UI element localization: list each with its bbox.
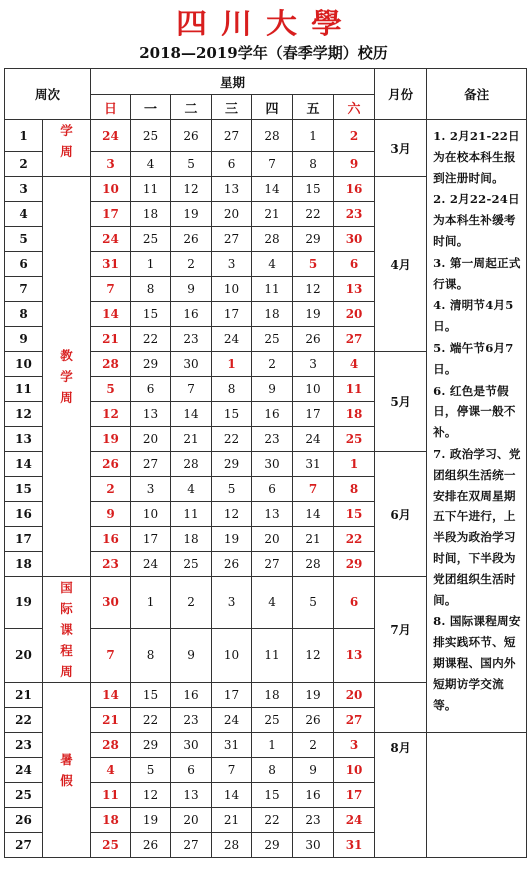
calendar-body (5, 120, 527, 858)
date-cell: 9 (91, 502, 131, 527)
date-cell: 4 (252, 577, 293, 629)
week-number: 19 (5, 577, 43, 629)
weekday-fri: 五 (293, 95, 334, 120)
date-cell: 7 (293, 477, 334, 502)
date-cell: 18 (252, 683, 293, 708)
date-cell: 27 (212, 120, 252, 152)
date-cell: 29 (252, 833, 293, 858)
week-number: 27 (5, 833, 43, 858)
date-cell: 2 (334, 120, 375, 152)
date-cell: 3 (334, 733, 375, 758)
weekday-mon: 一 (131, 95, 171, 120)
date-cell: 25 (252, 708, 293, 733)
date-cell: 17 (212, 302, 252, 327)
date-cell: 5 (171, 152, 212, 177)
notes-header: 备注 (427, 69, 527, 120)
note-item: 2. 2月22-24日为本科生补缓考时间。 (433, 192, 520, 248)
date-cell: 26 (293, 327, 334, 352)
date-cell: 19 (171, 202, 212, 227)
date-cell: 5 (293, 252, 334, 277)
date-cell: 29 (293, 227, 334, 252)
date-cell: 15 (212, 402, 252, 427)
date-cell: 26 (212, 552, 252, 577)
week-number: 4 (5, 202, 43, 227)
date-cell: 26 (91, 452, 131, 477)
week-number: 20 (5, 628, 43, 682)
date-cell: 6 (334, 252, 375, 277)
date-cell: 3 (91, 152, 131, 177)
date-cell: 28 (212, 833, 252, 858)
date-cell: 16 (171, 302, 212, 327)
date-cell: 9 (334, 152, 375, 177)
weekday-sun: 日 (91, 95, 131, 120)
date-cell: 28 (252, 120, 293, 152)
date-cell: 20 (131, 427, 171, 452)
date-cell: 7 (252, 152, 293, 177)
date-cell: 3 (131, 477, 171, 502)
date-cell: 9 (252, 377, 293, 402)
date-cell: 7 (91, 628, 131, 682)
week-number: 6 (5, 252, 43, 277)
date-cell: 8 (212, 377, 252, 402)
date-cell: 29 (334, 552, 375, 577)
date-cell: 24 (293, 427, 334, 452)
week-number: 25 (5, 783, 43, 808)
date-cell: 14 (293, 502, 334, 527)
date-cell: 10 (131, 502, 171, 527)
date-cell: 22 (334, 527, 375, 552)
date-cell: 31 (334, 833, 375, 858)
date-cell: 14 (171, 402, 212, 427)
date-cell: 2 (171, 577, 212, 629)
weekday-sat: 六 (334, 95, 375, 120)
date-cell: 19 (293, 683, 334, 708)
date-cell: 5 (293, 577, 334, 629)
note-item: 5. 端午节6月7日。 (433, 340, 514, 376)
date-cell: 10 (293, 377, 334, 402)
date-cell: 18 (252, 302, 293, 327)
notes-empty (427, 733, 527, 858)
date-cell: 19 (212, 527, 252, 552)
date-cell: 5 (212, 477, 252, 502)
date-cell: 2 (91, 477, 131, 502)
date-cell: 24 (334, 808, 375, 833)
date-cell: 16 (171, 683, 212, 708)
date-cell: 7 (171, 377, 212, 402)
date-cell: 13 (171, 783, 212, 808)
date-cell: 16 (293, 783, 334, 808)
date-cell: 25 (171, 552, 212, 577)
date-cell: 12 (131, 783, 171, 808)
date-cell: 22 (293, 202, 334, 227)
date-cell: 6 (252, 477, 293, 502)
date-cell: 15 (293, 177, 334, 202)
date-cell: 22 (252, 808, 293, 833)
page-title: 2018—2019学年（春季学期）校历 (139, 44, 388, 62)
date-cell: 6 (131, 377, 171, 402)
date-cell: 16 (91, 527, 131, 552)
date-cell: 27 (171, 833, 212, 858)
date-cell: 25 (252, 327, 293, 352)
date-cell: 20 (212, 202, 252, 227)
week-number: 5 (5, 227, 43, 252)
date-cell: 17 (212, 683, 252, 708)
date-cell: 17 (293, 402, 334, 427)
date-cell: 2 (252, 352, 293, 377)
week-number: 15 (5, 477, 43, 502)
phase-label: 暑 假 (43, 683, 91, 858)
date-cell: 23 (171, 327, 212, 352)
date-cell: 4 (171, 477, 212, 502)
date-cell: 6 (212, 152, 252, 177)
date-cell: 28 (91, 733, 131, 758)
phase-label: 学 周 (43, 120, 91, 177)
date-cell: 20 (171, 808, 212, 833)
week-number: 1 (5, 120, 43, 152)
date-cell: 11 (91, 783, 131, 808)
weekday-wed: 三 (212, 95, 252, 120)
date-cell: 1 (212, 352, 252, 377)
date-cell: 22 (131, 708, 171, 733)
week-number: 24 (5, 758, 43, 783)
week-number: 16 (5, 502, 43, 527)
date-cell: 1 (252, 733, 293, 758)
week-number: 22 (5, 708, 43, 733)
date-cell: 4 (91, 758, 131, 783)
date-cell: 31 (91, 252, 131, 277)
week-number: 11 (5, 377, 43, 402)
week-number: 14 (5, 452, 43, 477)
date-cell: 1 (334, 452, 375, 477)
week-row (5, 120, 527, 152)
date-cell: 14 (252, 177, 293, 202)
date-cell: 28 (252, 227, 293, 252)
date-cell: 21 (91, 708, 131, 733)
date-cell: 29 (131, 352, 171, 377)
date-cell: 2 (171, 252, 212, 277)
date-cell: 4 (131, 152, 171, 177)
date-cell: 26 (293, 708, 334, 733)
note-item: 6. 红色是节假日，停课一般不补。 (433, 383, 516, 440)
date-cell: 30 (334, 227, 375, 252)
date-cell: 6 (171, 758, 212, 783)
date-cell: 31 (212, 733, 252, 758)
date-cell: 23 (171, 708, 212, 733)
date-cell: 14 (91, 683, 131, 708)
phase-label: 教 学 周 (43, 177, 91, 577)
date-cell: 23 (293, 808, 334, 833)
date-cell: 28 (293, 552, 334, 577)
date-cell: 11 (252, 628, 293, 682)
date-cell: 27 (131, 452, 171, 477)
date-cell: 10 (334, 758, 375, 783)
date-cell: 31 (293, 452, 334, 477)
date-cell: 12 (293, 277, 334, 302)
date-cell: 27 (334, 708, 375, 733)
date-cell: 18 (334, 402, 375, 427)
date-cell: 30 (252, 452, 293, 477)
date-cell: 30 (171, 733, 212, 758)
date-cell: 9 (171, 628, 212, 682)
note-item: 4. 清明节4月5日。 (433, 298, 514, 334)
date-cell: 25 (131, 120, 171, 152)
date-cell: 28 (91, 352, 131, 377)
month-label: 4月 (375, 177, 427, 352)
date-cell: 7 (212, 758, 252, 783)
date-cell: 12 (91, 402, 131, 427)
date-cell: 13 (212, 177, 252, 202)
weekday-tue: 二 (171, 95, 212, 120)
week-number: 13 (5, 427, 43, 452)
date-cell: 27 (212, 227, 252, 252)
month-label: 8月 (375, 733, 427, 858)
date-cell: 13 (334, 277, 375, 302)
date-cell: 10 (91, 177, 131, 202)
date-cell: 23 (252, 427, 293, 452)
date-cell: 21 (212, 808, 252, 833)
date-cell: 23 (91, 552, 131, 577)
date-cell: 28 (171, 452, 212, 477)
date-cell: 18 (91, 808, 131, 833)
week-number: 23 (5, 733, 43, 758)
date-cell: 5 (131, 758, 171, 783)
date-cell: 8 (252, 758, 293, 783)
month-label: 7月 (375, 577, 427, 683)
week-number: 3 (5, 177, 43, 202)
date-cell: 17 (131, 527, 171, 552)
date-cell: 8 (293, 152, 334, 177)
date-cell: 22 (131, 327, 171, 352)
date-cell: 26 (171, 227, 212, 252)
notes-panel (427, 120, 527, 733)
week-number: 18 (5, 552, 43, 577)
date-cell: 1 (293, 120, 334, 152)
date-cell: 24 (131, 552, 171, 577)
week-number: 9 (5, 327, 43, 352)
date-cell: 25 (91, 833, 131, 858)
date-cell: 26 (131, 833, 171, 858)
date-cell: 24 (212, 708, 252, 733)
date-cell: 30 (171, 352, 212, 377)
date-cell: 16 (334, 177, 375, 202)
date-cell: 15 (334, 502, 375, 527)
date-cell: 5 (91, 377, 131, 402)
date-cell: 11 (334, 377, 375, 402)
note-item: 3. 第一周起正式行课。 (433, 255, 521, 291)
date-cell: 22 (212, 427, 252, 452)
date-cell: 25 (334, 427, 375, 452)
university-logo: 四川大學 (176, 7, 356, 41)
week-header: 周次 (5, 69, 91, 120)
date-cell: 17 (334, 783, 375, 808)
date-cell: 12 (171, 177, 212, 202)
week-number: 2 (5, 152, 43, 177)
date-cell: 21 (171, 427, 212, 452)
month-label: 6月 (375, 452, 427, 577)
week-number: 17 (5, 527, 43, 552)
calendar-table (4, 68, 527, 858)
phase-label: 国 际 课 程 周 (43, 577, 91, 683)
date-cell: 1 (131, 252, 171, 277)
date-cell: 6 (334, 577, 375, 629)
week-number: 26 (5, 808, 43, 833)
date-cell: 15 (252, 783, 293, 808)
month-label (375, 683, 427, 733)
date-cell: 9 (293, 758, 334, 783)
date-cell: 13 (252, 502, 293, 527)
date-cell: 11 (131, 177, 171, 202)
date-cell: 21 (91, 327, 131, 352)
date-cell: 24 (212, 327, 252, 352)
date-cell: 12 (212, 502, 252, 527)
date-cell: 24 (91, 120, 131, 152)
note-item: 1. 2月21-22日为在校本科生报到注册时间。 (433, 129, 520, 185)
date-cell: 21 (293, 527, 334, 552)
date-cell: 14 (91, 302, 131, 327)
date-cell: 17 (91, 202, 131, 227)
date-cell: 8 (131, 628, 171, 682)
date-cell: 4 (252, 252, 293, 277)
date-cell: 24 (91, 227, 131, 252)
date-cell: 11 (252, 277, 293, 302)
month-header: 月份 (375, 69, 427, 120)
date-cell: 20 (252, 527, 293, 552)
date-cell: 29 (212, 452, 252, 477)
week-number: 7 (5, 277, 43, 302)
date-cell: 26 (171, 120, 212, 152)
date-cell: 23 (334, 202, 375, 227)
date-cell: 8 (334, 477, 375, 502)
date-cell: 15 (131, 683, 171, 708)
date-cell: 10 (212, 628, 252, 682)
date-cell: 27 (334, 327, 375, 352)
date-cell: 2 (293, 733, 334, 758)
date-cell: 20 (334, 302, 375, 327)
weekday-thu: 四 (252, 95, 293, 120)
date-cell: 10 (212, 277, 252, 302)
weekday-group-header: 星期 (91, 69, 375, 95)
date-cell: 18 (171, 527, 212, 552)
date-cell: 14 (212, 783, 252, 808)
date-cell: 9 (171, 277, 212, 302)
date-cell: 19 (131, 808, 171, 833)
date-cell: 4 (334, 352, 375, 377)
date-cell: 27 (252, 552, 293, 577)
date-cell: 19 (293, 302, 334, 327)
month-label: 5月 (375, 352, 427, 452)
date-cell: 21 (252, 202, 293, 227)
date-cell: 12 (293, 628, 334, 682)
date-cell: 7 (91, 277, 131, 302)
date-cell: 16 (252, 402, 293, 427)
date-cell: 25 (131, 227, 171, 252)
date-cell: 3 (212, 577, 252, 629)
date-cell: 19 (91, 427, 131, 452)
date-cell: 8 (131, 277, 171, 302)
date-cell: 29 (131, 733, 171, 758)
date-cell: 3 (293, 352, 334, 377)
date-cell: 20 (334, 683, 375, 708)
week-number: 8 (5, 302, 43, 327)
week-number: 10 (5, 352, 43, 377)
date-cell: 1 (131, 577, 171, 629)
date-cell: 3 (212, 252, 252, 277)
week-number: 21 (5, 683, 43, 708)
note-item: 7. 政治学习、党团组织生活统一安排在双周星期五下午进行，上半段为政治学习时间，下半段为党团组织生活时间。 (433, 446, 521, 607)
date-cell: 15 (131, 302, 171, 327)
date-cell: 18 (131, 202, 171, 227)
date-cell: 30 (91, 577, 131, 629)
date-cell: 13 (131, 402, 171, 427)
month-label: 3月 (375, 120, 427, 177)
note-item: 8. 国际课程周安排实践环节、短期课程、国内外短期访学交流等。 (433, 614, 521, 712)
date-cell: 13 (334, 628, 375, 682)
week-number: 12 (5, 402, 43, 427)
date-cell: 30 (293, 833, 334, 858)
date-cell: 11 (171, 502, 212, 527)
